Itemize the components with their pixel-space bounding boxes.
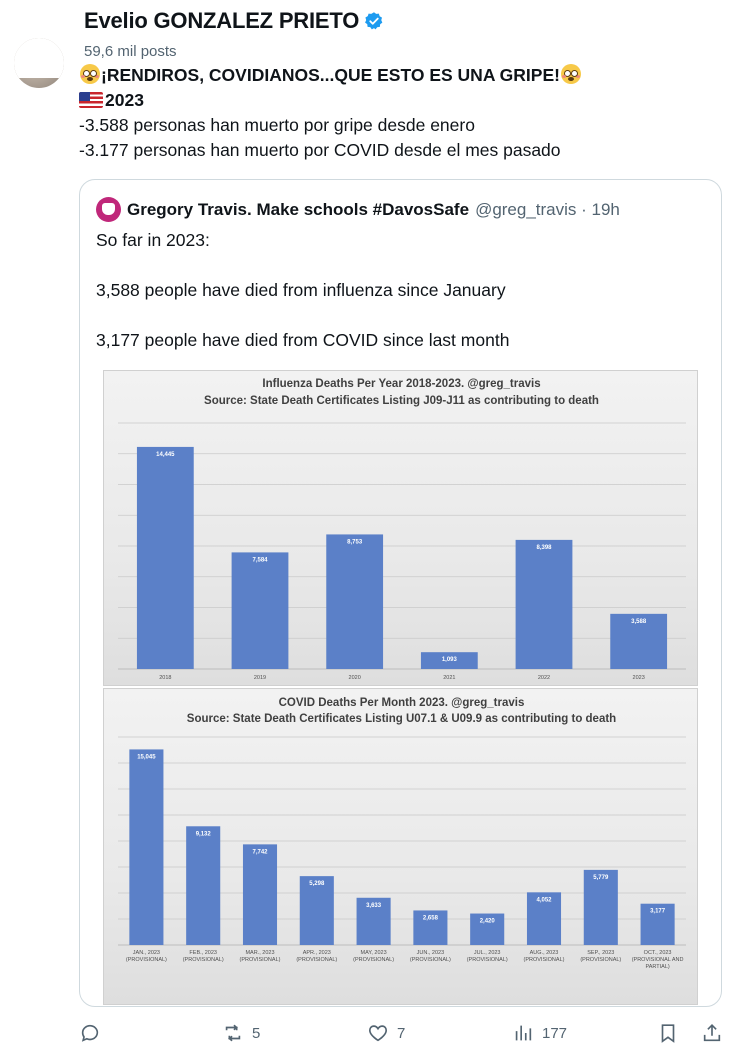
category-label-line: JUL., 2023: [473, 950, 501, 956]
like-count: 7: [397, 1024, 406, 1042]
quoted-paragraph-3: 3,177 people have died from COVID since last month: [96, 330, 510, 350]
share-button[interactable]: [701, 1022, 723, 1044]
quoted-author-name[interactable]: Gregory Travis. Make schools #DavosSafe: [127, 199, 470, 219]
category-label-line: (PROVISIONAL AND: [631, 957, 684, 963]
category-label-line: 2018: [159, 675, 172, 681]
flushed-face-icon: [80, 64, 100, 84]
category-label: [410, 950, 451, 963]
bar: [584, 870, 618, 945]
category-label-line: JUN., 2023: [416, 950, 445, 956]
category-label: [159, 675, 171, 681]
author-avatar[interactable]: [14, 38, 64, 88]
category-label-line: MAR., 2023: [245, 950, 275, 956]
chart-subtitle: Source: State Death Certificates Listing J09-J11 as contributing to death: [204, 395, 599, 407]
tweet-line-4: -3.177 personas han muerto por COVID desde el mes pasado: [79, 140, 561, 160]
retweet-button[interactable]: [222, 1022, 260, 1044]
heart-icon: [367, 1022, 389, 1044]
category-label-line: 2023: [632, 675, 645, 681]
bar-value-label: 2,658: [422, 915, 438, 922]
category-label: [353, 950, 394, 963]
bar-value-label: 15,045: [137, 754, 156, 761]
flushed-face-icon: [561, 64, 581, 84]
bar-value-label: 7,742: [252, 849, 268, 856]
bar: [129, 749, 163, 945]
bar-value-label: 5,779: [593, 874, 609, 881]
views-icon: [512, 1022, 534, 1044]
bar-value-label: 5,298: [309, 881, 325, 888]
bar-value-label: 7,584: [252, 557, 268, 564]
retweet-count: 5: [252, 1024, 261, 1042]
tweet-line-3: -3.588 personas han muerto por gripe desde enero: [79, 115, 475, 135]
tweet-line-2: [79, 88, 739, 113]
bar-value-label: 3,177: [650, 908, 666, 915]
category-label: [633, 675, 645, 681]
bar-value-label: 4,052: [536, 897, 552, 904]
tweet-text: [79, 63, 739, 163]
covid-chart[interactable]: [103, 688, 698, 1005]
bookmark-icon: [657, 1022, 679, 1044]
retweet-icon: [222, 1022, 244, 1044]
category-label: [443, 675, 455, 681]
category-label-line: MAY, 2023: [360, 950, 387, 956]
share-icon: [701, 1022, 723, 1044]
category-label-line: 2021: [443, 675, 456, 681]
bar-value-label: 2,420: [479, 918, 495, 925]
bar-value-label: 3,633: [366, 902, 382, 909]
bookmark-button[interactable]: [657, 1022, 679, 1044]
category-label-line: (PROVISIONAL): [125, 957, 167, 963]
category-label-line: (PROVISIONAL): [239, 957, 281, 963]
bar-value-label: 9,132: [195, 831, 211, 838]
chart-title: COVID Deaths Per Month 2023. @greg_travis: [278, 697, 525, 709]
bar: [516, 540, 573, 669]
category-label: [254, 675, 266, 681]
category-label: [580, 950, 621, 963]
quoted-tweet-text: [96, 228, 696, 378]
category-label-line: (PROVISIONAL): [466, 957, 508, 963]
category-label-line: (PROVISIONAL): [353, 957, 395, 963]
category-label-line: (PROVISIONAL): [296, 957, 338, 963]
us-flag-icon: [79, 92, 103, 108]
quoted-tweet-header: [96, 197, 620, 222]
category-label: [467, 950, 508, 963]
category-label-line: JAN., 2023: [132, 950, 161, 956]
post-count: 59,6 mil posts: [84, 43, 177, 60]
category-label: [183, 950, 224, 963]
action-bar: [79, 1022, 739, 1048]
category-label: [632, 950, 684, 970]
influenza-chart-svg: [104, 371, 699, 687]
like-button[interactable]: [367, 1022, 405, 1044]
bar-value-label: 8,753: [347, 539, 363, 546]
view-count: 177: [542, 1024, 568, 1042]
quoted-author-avatar[interactable]: [96, 197, 121, 222]
bar-value-label: 8,398: [536, 544, 552, 551]
category-label: [524, 950, 565, 963]
category-label: [126, 950, 167, 963]
influenza-chart[interactable]: [103, 370, 698, 686]
quoted-paragraph-1: So far in 2023:: [96, 230, 210, 250]
reply-icon: [79, 1022, 101, 1044]
quoted-tweet[interactable]: [79, 179, 722, 1007]
category-label-line: (PROVISIONAL): [182, 957, 224, 963]
quoted-author-handle[interactable]: @greg_travis · 19h: [475, 199, 620, 219]
avatar-overlay: [14, 38, 64, 78]
category-label-line: (PROVISIONAL): [580, 957, 622, 963]
category-label-line: OCT., 2023: [643, 950, 672, 956]
category-label-line: AUG., 2023: [529, 950, 559, 956]
views-button[interactable]: [512, 1022, 567, 1044]
category-label: [296, 950, 337, 963]
category-label-line: 2020: [348, 675, 361, 681]
category-label-line: 2022: [537, 675, 551, 681]
covid-chart-svg: [104, 689, 699, 1006]
verified-badge-icon: [364, 11, 384, 31]
bar: [243, 844, 277, 945]
bar: [232, 552, 289, 669]
bar: [137, 447, 194, 669]
category-label-line: 2019: [253, 675, 267, 681]
category-label-line: PARTIAL): [645, 964, 670, 970]
reply-button[interactable]: [79, 1022, 101, 1044]
category-label: [240, 950, 281, 963]
category-label-line: FEB., 2023: [189, 950, 217, 956]
chart-title: Influenza Deaths Per Year 2018-2023. @greg_travis: [262, 378, 541, 390]
author-header: [84, 8, 384, 34]
quoted-paragraph-2: 3,588 people have died from influenza since January: [96, 280, 506, 300]
bar: [186, 826, 220, 945]
tweet-year: 2023: [105, 90, 144, 110]
category-label: [349, 675, 361, 681]
tweet-line-1: [79, 63, 739, 88]
chart-subtitle: Source: State Death Certificates Listing U07.1 & U09.9 as contributing to death: [186, 713, 617, 725]
category-label-line: SEP., 2023: [587, 950, 615, 956]
category-label-line: (PROVISIONAL): [523, 957, 565, 963]
tweet-headline: ¡RENDIROS, COVIDIANOS...QUE ESTO ES UNA GRIPE!: [101, 65, 560, 85]
category-label: [538, 675, 550, 681]
bar: [326, 534, 383, 669]
bar-value-label: 3,588: [631, 618, 647, 625]
bar-value-label: 1,093: [441, 657, 457, 664]
category-label-line: APR., 2023: [302, 950, 331, 956]
bar-value-label: 14,445: [156, 451, 175, 458]
author-name[interactable]: Evelio GONZALEZ PRIETO: [84, 8, 360, 33]
category-label-line: (PROVISIONAL): [409, 957, 451, 963]
